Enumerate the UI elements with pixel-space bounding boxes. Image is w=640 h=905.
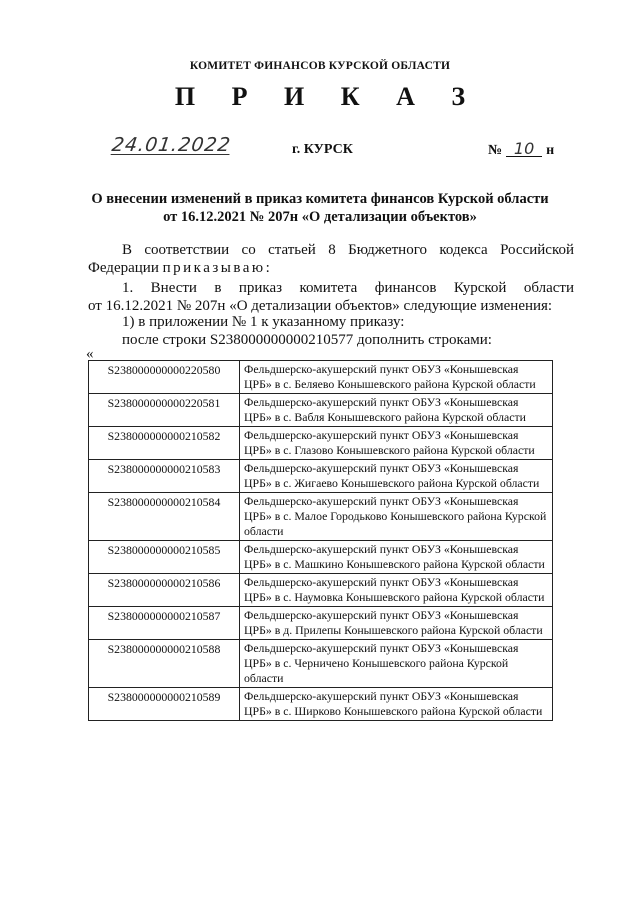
object-code: S238000000000210587 [89, 607, 240, 640]
object-description: Фельдшерско-акушерский пункт ОБУЗ «Конышевская ЦРБ» в с. Глазово Конышевского района Курской области [240, 427, 553, 460]
object-code: S238000000000210582 [89, 427, 240, 460]
paragraph-after-row: после строки S238000000000210577 дополнить строками: [122, 332, 492, 348]
object-description: Фельдшерско-акушерский пункт ОБУЗ «Конышевская ЦРБ» в с. Машкино Конышевского района Курской области [240, 541, 553, 574]
object-code: S238000000000220581 [89, 394, 240, 427]
object-description: Фельдшерско-акушерский пункт ОБУЗ «Конышевская ЦРБ» в с. Жигаево Конышевского района Курской области [240, 460, 553, 493]
object-code: S238000000000220580 [89, 361, 240, 394]
object-description: Фельдшерско-акушерский пункт ОБУЗ «Конышевская ЦРБ» в с. Черничено Конышевского района Курской области [240, 640, 553, 688]
basis-text-1: В соответствии со статьей 8 Бюджетного кодекса Российской [122, 242, 574, 258]
paragraph-subitem-1: 1) в приложении № 1 к указанному приказу: [122, 314, 405, 330]
table-row [89, 607, 553, 640]
object-code: S238000000000210583 [89, 460, 240, 493]
object-description: Фельдшерско-акушерский пункт ОБУЗ «Конышевская ЦРБ» в с. Наумовка Конышевского района Курской области [240, 574, 553, 607]
table-row [89, 361, 553, 394]
object-description: Фельдшерско-акушерский пункт ОБУЗ «Конышевская ЦРБ» в с. Вабля Конышевского района Курской области [240, 394, 553, 427]
subject-line-1: О внесении изменений в приказ комитета финансов Курской области [91, 191, 549, 207]
object-description: Фельдшерско-акушерский пункт ОБУЗ «Конышевская ЦРБ» в с. Ширково Конышевского района Курской области [240, 688, 553, 721]
number-prefix: № [488, 143, 503, 158]
table-row [89, 688, 553, 721]
table-row [89, 541, 553, 574]
table-row [89, 574, 553, 607]
paragraph-item-1-line-1: 1. Внести в приказ комитета финансов Курской области [122, 280, 574, 296]
object-code: S238000000000210585 [89, 541, 240, 574]
object-description: Фельдшерско-акушерский пункт ОБУЗ «Конышевская ЦРБ» в с. Малое Городьково Конышевского района Курской области [240, 493, 553, 541]
table-row [89, 460, 553, 493]
paragraph-basis-line-1 [88, 241, 574, 259]
committee-name: КОМИТЕТ ФИНАНСОВ КУРСКОЙ ОБЛАСТИ [189, 60, 451, 72]
order-title: П Р И К А З [174, 82, 481, 111]
number-suffix: н [546, 143, 555, 158]
opening-quote: « [86, 346, 94, 362]
handwritten-date: 24.01.2022 [110, 134, 233, 156]
paragraph-basis-line-2 [88, 259, 574, 277]
subject-line-2: от 16.12.2021 № 207н «О детализации объектов» [163, 209, 477, 225]
paragraph-item-1-line-2: от 16.12.2021 № 207н «О детализации объектов» следующие изменения: [88, 298, 553, 314]
codes-table [88, 360, 553, 721]
object-code: S238000000000210584 [89, 493, 240, 541]
basis-text-2: Федерации [88, 260, 159, 276]
city: г. КУРСК [292, 142, 353, 157]
order-number [488, 139, 555, 159]
object-description: Фельдшерско-акушерский пункт ОБУЗ «Конышевская ЦРБ» в д. Прилепы Конышевского района Курской области [240, 607, 553, 640]
table-row [89, 640, 553, 688]
object-code: S238000000000210589 [89, 688, 240, 721]
order-subject [70, 190, 570, 226]
table-row [89, 394, 553, 427]
table-row [89, 493, 553, 541]
order-verb: приказываю: [162, 260, 273, 276]
object-description: Фельдшерско-акушерский пункт ОБУЗ «Конышевская ЦРБ» в с. Беляево Конышевского района Курской области [240, 361, 553, 394]
object-code: S238000000000210588 [89, 640, 240, 688]
table-row [89, 427, 553, 460]
object-code: S238000000000210586 [89, 574, 240, 607]
codes-table-body [89, 361, 553, 721]
handwritten-number: 10 [506, 142, 542, 157]
